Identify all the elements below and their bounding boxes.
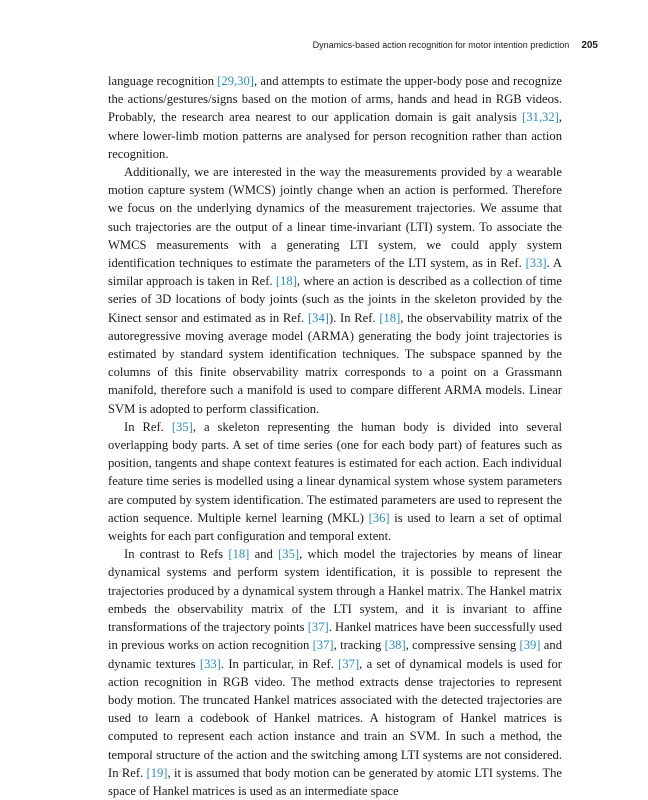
text-run: , and attempts to estimate the upper-body pose and recognize the actions/gestures/signs based on the motion of arms, hands and head in RGB videos. Probably, the research area nearest to our application domain is gait analysis [108, 74, 563, 125]
citation-link[interactable]: [34] [307, 310, 329, 325]
citation-link[interactable]: [36] [368, 510, 390, 525]
text-run: . In particular, in Ref. [220, 656, 339, 671]
text-run: , a skeleton representing the human body is divided into several overlapping body parts. A set of time series (one for each body part) of features such as position, tangents and shape context features is estimated for each action. Each individual feature time series is modelled using a linear dynamical system whose system parameters are computed by system identification. The estimated parameters are used to represent the action sequence. Multiple kernel learning (MKL) [108, 419, 562, 525]
citation-link[interactable]: [18] [275, 274, 297, 289]
citation-link[interactable]: [29,30] [217, 74, 254, 88]
citation-link[interactable]: [31,32] [522, 110, 559, 125]
paragraph [108, 163, 562, 418]
citation-link[interactable]: [18] [228, 547, 250, 562]
text-run: , where lower-limb motion patterns are analysed for person recognition rather than action recognition. [108, 110, 562, 161]
body-text [108, 72, 562, 800]
text-run: , it is assumed that body motion can be generated by atomic LTI systems. The space of Hankel matrices is used as an intermediate space [108, 765, 562, 798]
citation-link[interactable]: [19] [146, 765, 168, 780]
text-run: Additionally, we are interested in the way the measurements provided by a wearable motion capture system (WMCS) jointly change when an action is performed. Therefore we focus on the underlying dynamics of the measurement trajectories. We assume that such trajectories are the output of a linear time-invariant (LTI) system. To associate the WMCS measurements with a generating LTI system, we could apply system identification techniques to estimate the parameters of the LTI system, as in Ref. [108, 165, 562, 271]
text-run: . Hankel matrices have been successfully used in previous works on action recognition [108, 620, 563, 653]
paragraph [108, 418, 562, 545]
text-run: , a set of dynamical models is used for action recognition in RGB video. The method extracts dense trajectories to represent body motion. The truncated Hankel matrices associated with the detected trajectories are used to learn a codebook of Hankel matrices. A histogram of Hankel matrices is computed to represent each action instance and train an SVM. In such a method, the temporal structure of the action and the switching among LTI systems are not considered. In Ref. [108, 656, 562, 780]
running-header [108, 40, 598, 51]
citation-link[interactable]: [18] [379, 310, 401, 325]
citation-link[interactable]: [35] [171, 419, 193, 434]
text-run: . A similar approach is taken in Ref. [108, 256, 562, 289]
citation-link[interactable]: [38] [384, 638, 406, 653]
text-run: language recognition [108, 74, 218, 88]
text-run: In Ref. [124, 419, 172, 434]
paragraph [108, 72, 562, 163]
text-run: , where an action is described as a collection of time series of 3D locations of body joints (such as the joints in the skeleton provided by the Kinect sensor and estimated as in Ref. [108, 274, 562, 325]
text-run: In contrast to Refs [124, 547, 229, 562]
citation-link[interactable]: [33] [525, 256, 547, 271]
citation-link[interactable]: [37] [312, 638, 334, 653]
text-run: is used to learn a set of optimal weights for each part configuration and temporal extent. [108, 510, 562, 544]
text-run: , which model the trajectories by means of linear dynamical systems and perform system identification, it is possible to represent the trajectories produced by a dynamical system through a Hankel matrix. The Hankel matrix embeds the observability matrix of the LTI system, and it is invariant to affine transformations of the trajectory points [108, 547, 562, 635]
running-title: Dynamics-based action recognition for motor intention prediction [312, 40, 570, 50]
text-run: , tracking [333, 638, 385, 653]
citation-link[interactable]: [35] [278, 547, 300, 562]
paragraph [108, 545, 562, 800]
text-run: and [249, 547, 279, 562]
text-run: ). In Ref. [328, 310, 380, 325]
citation-link[interactable]: [37] [307, 620, 329, 635]
text-run: , compressive sensing [405, 638, 520, 653]
citation-link[interactable]: [39] [519, 638, 541, 653]
page-number: 205 [581, 40, 598, 51]
text-run: , the observability matrix of the autoregressive moving average model (ARMA) generating the body joint trajectories is estimated by standard system identification techniques. The subspace spanned by the columns of this finite observability matrix corresponds to a point on a Grassmann manifold, therefore such a manifold is used to compare different ARMA models. Linear SVM is adopted to perform classification. [108, 310, 562, 416]
text-run: and dynamic textures [108, 638, 562, 671]
citation-link[interactable]: [33] [199, 656, 221, 671]
citation-link[interactable]: [37] [338, 656, 360, 671]
